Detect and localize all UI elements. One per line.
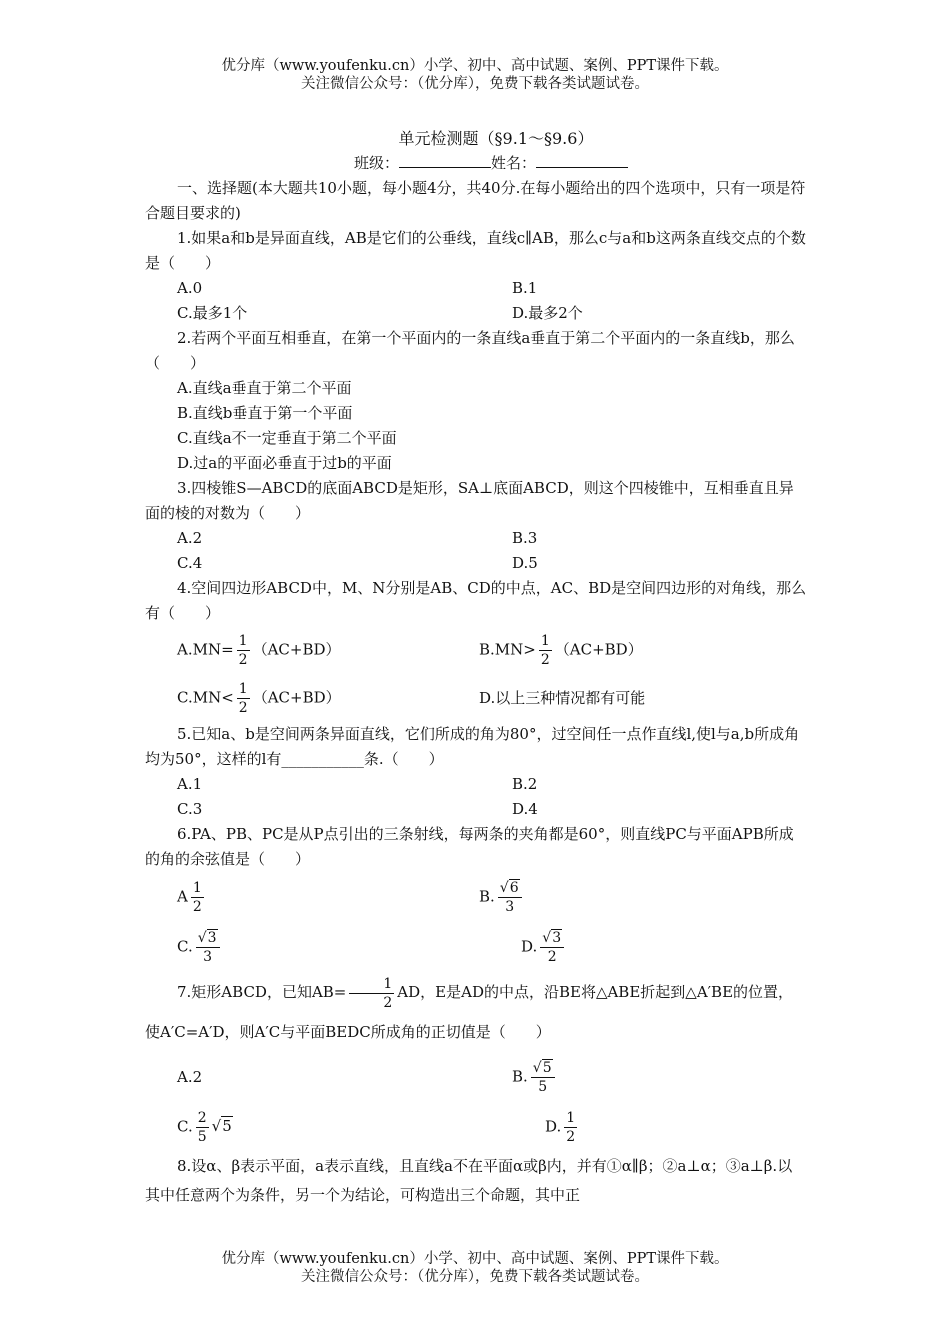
q4-options-cd: [145, 674, 807, 722]
class-label: 班级：: [353, 154, 399, 172]
q3-option-c: C.4: [177, 554, 203, 572]
q6-option-b: B. $\frac{√6}{3}$: [479, 879, 525, 916]
q5-option-d: D.4: [512, 800, 538, 818]
q3-option-a: A.2: [177, 529, 203, 547]
q4-option-d: D.以上三种情况都有可能: [479, 688, 646, 707]
fraction: $\frac{1}{2}$: [540, 632, 550, 668]
class-blank[interactable]: [399, 153, 491, 168]
q7-option-b: B. $\frac{√5}{5}$: [512, 1059, 558, 1096]
question-7: 7.矩形ABCD，已知AB= $\frac{1}{2}$ AD，E是AD的中点，沿BE将△ABE折起到△A′BE的位置，使A′C=A′D，则A′C与平面BEDC所成角的正切值是（ ）: [145, 975, 794, 1041]
exam-body: [145, 126, 807, 1210]
q7-option-d: D. $\frac{1}{2}$: [545, 1109, 576, 1145]
q6-options-cd: [145, 922, 807, 972]
page-header: [0, 57, 950, 93]
q5-options-cd: [145, 797, 807, 822]
q6-options-ab: [145, 872, 807, 922]
footer-line-1: 优分库（www.youfenku.cn）小学、初中、高中试题、案例、PPT课件下载。: [221, 1251, 729, 1267]
q5-options-ab: [145, 772, 807, 797]
question-1: 1.如果a和b是异面直线，AB是它们的公垂线，直线c∥AB，那么c与a和b这两条直线交点的个数是（ ）: [145, 229, 806, 272]
question-5: 5.已知a、b是空间两条异面直线，它们所成的角为80°，过空间任一点作直线l,使l与a,b所成角均为50°，这样的l有___________条.（ ）: [145, 725, 800, 768]
fraction: $\frac{1}{2}$: [566, 1109, 576, 1145]
q6-option-d: D. $\frac{√3}{2}$: [521, 929, 567, 966]
q1-options-cd: [145, 301, 807, 326]
q5-option-a: A.1: [177, 775, 203, 793]
fraction: $\frac{2}{5}$: [197, 1109, 207, 1145]
q4-option-b: B.MN> $\frac{1}{2}$ （AC+BD）: [479, 632, 643, 668]
fraction: $\frac{1}{2}$: [238, 680, 248, 716]
q1-option-c: C.最多1个: [177, 304, 248, 322]
q1-option-a: A.0: [177, 279, 203, 297]
question-2: 2.若两个平面互相垂直，在第一个平面内的一条直线a垂直于第二个平面内的一条直线b，那么（ ）: [145, 329, 795, 372]
q7-options-ab: [145, 1052, 807, 1102]
q2-option-d: D.过a的平面必垂直于过b的平面: [177, 454, 392, 472]
q6-option-a: A $\frac{1}{2}$: [177, 879, 202, 915]
name-label: 姓名：: [491, 154, 537, 172]
q3-options-cd: [145, 551, 807, 576]
q2-option-b: B.直线b垂直于第一个平面: [177, 404, 353, 422]
header-line-2: 关注微信公众号：（优分库），免费下载各类试题试卷。: [301, 76, 649, 92]
question-3: 3.四棱锥S—ABCD的底面ABCD是矩形，SA⊥底面ABCD，则这个四棱锥中，互相垂直且异面的棱的对数为（ ）: [145, 479, 794, 522]
fraction: $\frac{1}{2}$: [238, 632, 248, 668]
section-heading: 一、选择题(本大题共10小题，每小题4分，共40分.在每小题给出的四个选项中，只有一项是符合题目要求的): [145, 179, 806, 222]
page-title: 单元检测题（§9.1～§9.6）: [398, 129, 594, 148]
name-blank[interactable]: [536, 153, 628, 168]
q3-options-ab: [145, 526, 807, 551]
fraction: $\frac{√5}{5}$: [531, 1059, 555, 1096]
q6-option-c: C. $\frac{√3}{3}$: [177, 929, 521, 966]
q5-option-c: C.3: [177, 800, 203, 818]
footer-line-2: 关注微信公众号：（优分库），免费下载各类试题试卷。: [301, 1269, 649, 1285]
q3-option-b: B.3: [512, 529, 538, 547]
fraction: $\frac{1}{2}$: [192, 879, 202, 915]
q4-option-a: A.MN= $\frac{1}{2}$ （AC+BD）: [177, 632, 341, 668]
fraction: $\frac{√3}{2}$: [540, 929, 564, 966]
q3-option-d: D.5: [512, 554, 538, 572]
page-footer: [0, 1250, 950, 1286]
q7-option-c: C. $\frac{2}{5}$ √5: [177, 1109, 232, 1145]
q7-option-a: A.2: [177, 1067, 203, 1086]
question-4: 4.空间四边形ABCD中，M、N分别是AB、CD的中点，AC、BD是空间四边形的对角线，那么有（ ）: [145, 579, 807, 622]
q4-options-ab: [145, 626, 807, 674]
q5-option-b: B.2: [512, 775, 538, 793]
q2-option-c: C.直线a不一定垂直于第二个平面: [177, 429, 397, 447]
q1-options-ab: [145, 276, 807, 301]
q1-option-d: D.最多2个: [512, 304, 583, 322]
name-bar: [145, 151, 807, 176]
question-6: 6.PA、PB、PC是从P点引出的三条射线，每两条的夹角都是60°，则直线PC与平面APB所成的角的余弦值是（ ）: [145, 825, 794, 868]
fraction: $\frac{√3}{3}$: [196, 929, 220, 966]
q7-options-cd: [145, 1102, 807, 1152]
q4-option-c: C.MN< $\frac{1}{2}$ （AC+BD）: [177, 680, 341, 716]
question-8: 8.设α、β表示平面，a表示直线，且直线a不在平面α或β内，并有①α∥β；②a⊥α；③a⊥β.以其中任意两个为条件，另一个为结论，可构造出三个命题，其中正: [145, 1157, 793, 1204]
q2-option-a: A.直线a垂直于第二个平面: [177, 379, 352, 397]
q1-option-b: B.1: [512, 279, 538, 297]
header-line-1: 优分库（www.youfenku.cn）小学、初中、高中试题、案例、PPT课件下载。: [221, 58, 729, 74]
fraction: $\frac{1}{2}$: [349, 975, 394, 1012]
fraction: $\frac{√6}{3}$: [498, 879, 522, 916]
